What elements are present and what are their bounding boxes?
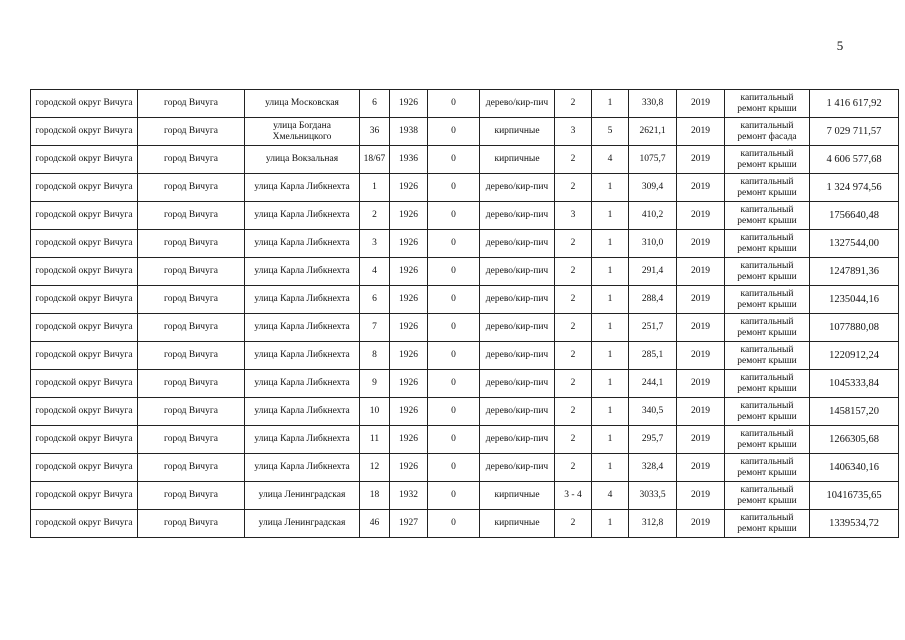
planned-year-cell: 2019 xyxy=(677,398,725,426)
house-number-cell: 7 xyxy=(360,314,390,342)
cost-cell: 1 324 974,56 xyxy=(810,174,899,202)
house-number-cell: 11 xyxy=(360,426,390,454)
cost-cell: 1 416 617,92 xyxy=(810,90,899,118)
municipality-cell: городской округ Вичуга xyxy=(31,314,138,342)
area-cell: 309,4 xyxy=(629,174,677,202)
work-type-cell: капитальный ремонт крыши xyxy=(725,314,810,342)
settlement-cell: город Вичуга xyxy=(138,426,245,454)
entrances-cell: 5 xyxy=(592,118,629,146)
entrances-cell: 1 xyxy=(592,202,629,230)
year-built-cell: 1926 xyxy=(390,370,428,398)
planned-year-cell: 2019 xyxy=(677,510,725,538)
year-built-cell: 1932 xyxy=(390,482,428,510)
area-cell: 328,4 xyxy=(629,454,677,482)
table-row xyxy=(31,286,899,314)
work-type-cell: капитальный ремонт крыши xyxy=(725,454,810,482)
entrances-cell: 4 xyxy=(592,146,629,174)
work-type-cell: капитальный ремонт крыши xyxy=(725,230,810,258)
table-row xyxy=(31,146,899,174)
cost-cell: 1247891,36 xyxy=(810,258,899,286)
year-built-cell: 1938 xyxy=(390,118,428,146)
house-number-cell: 6 xyxy=(360,286,390,314)
work-type-cell: капитальный ремонт крыши xyxy=(725,426,810,454)
cost-cell: 1077880,08 xyxy=(810,314,899,342)
street-cell: улица Ленинградская xyxy=(245,510,360,538)
street-cell: улица Карла Либкнехта xyxy=(245,202,360,230)
street-cell: улица Карла Либкнехта xyxy=(245,342,360,370)
floors-cell: 2 xyxy=(555,510,592,538)
year-built-cell: 1936 xyxy=(390,146,428,174)
street-cell: улица Богдана Хмельницкого xyxy=(245,118,360,146)
municipality-cell: городской округ Вичуга xyxy=(31,230,138,258)
table-row xyxy=(31,370,899,398)
wall-material-cell: дерево/кир-пич xyxy=(480,370,555,398)
house-number-cell: 9 xyxy=(360,370,390,398)
street-cell: улица Карла Либкнехта xyxy=(245,426,360,454)
settlement-cell: город Вичуга xyxy=(138,482,245,510)
planned-year-cell: 2019 xyxy=(677,286,725,314)
settlement-cell: город Вичуга xyxy=(138,370,245,398)
cost-cell: 1458157,20 xyxy=(810,398,899,426)
municipality-cell: городской округ Вичуга xyxy=(31,482,138,510)
wall-material-cell: кирпичные xyxy=(480,482,555,510)
work-type-cell: капитальный ремонт крыши xyxy=(725,174,810,202)
value-cell: 0 xyxy=(428,482,480,510)
wall-material-cell: дерево/кир-пич xyxy=(480,342,555,370)
settlement-cell: город Вичуга xyxy=(138,510,245,538)
entrances-cell: 1 xyxy=(592,342,629,370)
entrances-cell: 1 xyxy=(592,370,629,398)
area-cell: 3033,5 xyxy=(629,482,677,510)
house-number-cell: 6 xyxy=(360,90,390,118)
year-built-cell: 1926 xyxy=(390,230,428,258)
table-row xyxy=(31,482,899,510)
street-cell: улица Карла Либкнехта xyxy=(245,314,360,342)
planned-year-cell: 2019 xyxy=(677,174,725,202)
work-type-cell: капитальный ремонт крыши xyxy=(725,146,810,174)
entrances-cell: 1 xyxy=(592,398,629,426)
street-cell: улица Карла Либкнехта xyxy=(245,230,360,258)
value-cell: 0 xyxy=(428,146,480,174)
house-number-cell: 12 xyxy=(360,454,390,482)
table-row xyxy=(31,118,899,146)
area-cell: 340,5 xyxy=(629,398,677,426)
cost-cell: 7 029 711,57 xyxy=(810,118,899,146)
entrances-cell: 1 xyxy=(592,258,629,286)
table-row xyxy=(31,426,899,454)
buildings-table xyxy=(30,89,899,538)
house-number-cell: 8 xyxy=(360,342,390,370)
work-type-cell: капитальный ремонт крыши xyxy=(725,510,810,538)
table-row xyxy=(31,202,899,230)
entrances-cell: 1 xyxy=(592,426,629,454)
table-row xyxy=(31,342,899,370)
value-cell: 0 xyxy=(428,90,480,118)
year-built-cell: 1926 xyxy=(390,342,428,370)
wall-material-cell: кирпичные xyxy=(480,118,555,146)
table-row xyxy=(31,258,899,286)
value-cell: 0 xyxy=(428,510,480,538)
wall-material-cell: кирпичные xyxy=(480,510,555,538)
settlement-cell: город Вичуга xyxy=(138,286,245,314)
planned-year-cell: 2019 xyxy=(677,482,725,510)
table-row xyxy=(31,174,899,202)
value-cell: 0 xyxy=(428,454,480,482)
work-type-cell: капитальный ремонт крыши xyxy=(725,90,810,118)
value-cell: 0 xyxy=(428,174,480,202)
year-built-cell: 1926 xyxy=(390,174,428,202)
house-number-cell: 18/67 xyxy=(360,146,390,174)
table-row xyxy=(31,314,899,342)
settlement-cell: город Вичуга xyxy=(138,146,245,174)
street-cell: улица Карла Либкнехта xyxy=(245,454,360,482)
planned-year-cell: 2019 xyxy=(677,202,725,230)
house-number-cell: 1 xyxy=(360,174,390,202)
value-cell: 0 xyxy=(428,118,480,146)
floors-cell: 2 xyxy=(555,146,592,174)
wall-material-cell: дерево/кир-пич xyxy=(480,258,555,286)
entrances-cell: 1 xyxy=(592,174,629,202)
area-cell: 244,1 xyxy=(629,370,677,398)
wall-material-cell: кирпичные xyxy=(480,146,555,174)
year-built-cell: 1926 xyxy=(390,314,428,342)
house-number-cell: 36 xyxy=(360,118,390,146)
floors-cell: 2 xyxy=(555,174,592,202)
value-cell: 0 xyxy=(428,398,480,426)
settlement-cell: город Вичуга xyxy=(138,174,245,202)
street-cell: улица Карла Либкнехта xyxy=(245,286,360,314)
floors-cell: 2 xyxy=(555,398,592,426)
street-cell: улица Ленинградская xyxy=(245,482,360,510)
planned-year-cell: 2019 xyxy=(677,342,725,370)
year-built-cell: 1926 xyxy=(390,202,428,230)
floors-cell: 3 - 4 xyxy=(555,482,592,510)
settlement-cell: город Вичуга xyxy=(138,90,245,118)
value-cell: 0 xyxy=(428,426,480,454)
street-cell: улица Карла Либкнехта xyxy=(245,370,360,398)
wall-material-cell: дерево/кир-пич xyxy=(480,202,555,230)
municipality-cell: городской округ Вичуга xyxy=(31,118,138,146)
value-cell: 0 xyxy=(428,342,480,370)
settlement-cell: город Вичуга xyxy=(138,454,245,482)
area-cell: 2621,1 xyxy=(629,118,677,146)
street-cell: улица Вокзальная xyxy=(245,146,360,174)
house-number-cell: 4 xyxy=(360,258,390,286)
wall-material-cell: дерево/кир-пич xyxy=(480,286,555,314)
cost-cell: 1266305,68 xyxy=(810,426,899,454)
work-type-cell: капитальный ремонт крыши xyxy=(725,286,810,314)
house-number-cell: 10 xyxy=(360,398,390,426)
floors-cell: 3 xyxy=(555,118,592,146)
settlement-cell: город Вичуга xyxy=(138,230,245,258)
settlement-cell: город Вичуга xyxy=(138,398,245,426)
work-type-cell: капитальный ремонт фасада xyxy=(725,118,810,146)
planned-year-cell: 2019 xyxy=(677,90,725,118)
house-number-cell: 46 xyxy=(360,510,390,538)
settlement-cell: город Вичуга xyxy=(138,258,245,286)
municipality-cell: городской округ Вичуга xyxy=(31,146,138,174)
cost-cell: 1339534,72 xyxy=(810,510,899,538)
floors-cell: 2 xyxy=(555,342,592,370)
year-built-cell: 1927 xyxy=(390,510,428,538)
municipality-cell: городской округ Вичуга xyxy=(31,426,138,454)
municipality-cell: городской округ Вичуга xyxy=(31,398,138,426)
cost-cell: 1327544,00 xyxy=(810,230,899,258)
value-cell: 0 xyxy=(428,202,480,230)
work-type-cell: капитальный ремонт крыши xyxy=(725,370,810,398)
municipality-cell: городской округ Вичуга xyxy=(31,342,138,370)
wall-material-cell: дерево/кир-пич xyxy=(480,426,555,454)
year-built-cell: 1926 xyxy=(390,90,428,118)
year-built-cell: 1926 xyxy=(390,258,428,286)
floors-cell: 2 xyxy=(555,286,592,314)
year-built-cell: 1926 xyxy=(390,426,428,454)
floors-cell: 3 xyxy=(555,202,592,230)
area-cell: 251,7 xyxy=(629,314,677,342)
planned-year-cell: 2019 xyxy=(677,426,725,454)
area-cell: 285,1 xyxy=(629,342,677,370)
cost-cell: 10416735,65 xyxy=(810,482,899,510)
floors-cell: 2 xyxy=(555,258,592,286)
planned-year-cell: 2019 xyxy=(677,118,725,146)
entrances-cell: 1 xyxy=(592,230,629,258)
street-cell: улица Карла Либкнехта xyxy=(245,258,360,286)
municipality-cell: городской округ Вичуга xyxy=(31,510,138,538)
floors-cell: 2 xyxy=(555,90,592,118)
entrances-cell: 1 xyxy=(592,90,629,118)
entrances-cell: 1 xyxy=(592,314,629,342)
settlement-cell: город Вичуга xyxy=(138,202,245,230)
table-row xyxy=(31,90,899,118)
wall-material-cell: дерево/кир-пич xyxy=(480,174,555,202)
house-number-cell: 2 xyxy=(360,202,390,230)
work-type-cell: капитальный ремонт крыши xyxy=(725,202,810,230)
area-cell: 291,4 xyxy=(629,258,677,286)
settlement-cell: город Вичуга xyxy=(138,314,245,342)
work-type-cell: капитальный ремонт крыши xyxy=(725,482,810,510)
planned-year-cell: 2019 xyxy=(677,146,725,174)
municipality-cell: городской округ Вичуга xyxy=(31,90,138,118)
table-row xyxy=(31,510,899,538)
municipality-cell: городской округ Вичуга xyxy=(31,174,138,202)
cost-cell: 1406340,16 xyxy=(810,454,899,482)
table-row xyxy=(31,398,899,426)
wall-material-cell: дерево/кир-пич xyxy=(480,230,555,258)
cost-cell: 1235044,16 xyxy=(810,286,899,314)
planned-year-cell: 2019 xyxy=(677,230,725,258)
area-cell: 288,4 xyxy=(629,286,677,314)
municipality-cell: городской округ Вичуга xyxy=(31,286,138,314)
wall-material-cell: дерево/кир-пич xyxy=(480,314,555,342)
municipality-cell: городской округ Вичуга xyxy=(31,202,138,230)
year-built-cell: 1926 xyxy=(390,286,428,314)
page-number: 5 xyxy=(836,38,844,53)
floors-cell: 2 xyxy=(555,426,592,454)
house-number-cell: 18 xyxy=(360,482,390,510)
planned-year-cell: 2019 xyxy=(677,370,725,398)
cost-cell: 1045333,84 xyxy=(810,370,899,398)
settlement-cell: город Вичуга xyxy=(138,342,245,370)
cost-cell: 4 606 577,68 xyxy=(810,146,899,174)
entrances-cell: 1 xyxy=(592,286,629,314)
floors-cell: 2 xyxy=(555,314,592,342)
work-type-cell: капитальный ремонт крыши xyxy=(725,342,810,370)
table-row xyxy=(31,230,899,258)
municipality-cell: городской округ Вичуга xyxy=(31,454,138,482)
cost-cell: 1220912,24 xyxy=(810,342,899,370)
settlement-cell: город Вичуга xyxy=(138,118,245,146)
year-built-cell: 1926 xyxy=(390,454,428,482)
work-type-cell: капитальный ремонт крыши xyxy=(725,258,810,286)
street-cell: улица Московская xyxy=(245,90,360,118)
cost-cell: 1756640,48 xyxy=(810,202,899,230)
wall-material-cell: дерево/кир-пич xyxy=(480,398,555,426)
planned-year-cell: 2019 xyxy=(677,454,725,482)
entrances-cell: 4 xyxy=(592,482,629,510)
value-cell: 0 xyxy=(428,258,480,286)
wall-material-cell: дерево/кир-пич xyxy=(480,454,555,482)
value-cell: 0 xyxy=(428,230,480,258)
planned-year-cell: 2019 xyxy=(677,258,725,286)
municipality-cell: городской округ Вичуга xyxy=(31,258,138,286)
area-cell: 295,7 xyxy=(629,426,677,454)
year-built-cell: 1926 xyxy=(390,398,428,426)
area-cell: 1075,7 xyxy=(629,146,677,174)
street-cell: улица Карла Либкнехта xyxy=(245,398,360,426)
table-row xyxy=(31,454,899,482)
work-type-cell: капитальный ремонт крыши xyxy=(725,398,810,426)
house-number-cell: 3 xyxy=(360,230,390,258)
planned-year-cell: 2019 xyxy=(677,314,725,342)
wall-material-cell: дерево/кир-пич xyxy=(480,90,555,118)
value-cell: 0 xyxy=(428,370,480,398)
floors-cell: 2 xyxy=(555,230,592,258)
street-cell: улица Карла Либкнехта xyxy=(245,174,360,202)
area-cell: 410,2 xyxy=(629,202,677,230)
floors-cell: 2 xyxy=(555,454,592,482)
entrances-cell: 1 xyxy=(592,454,629,482)
area-cell: 312,8 xyxy=(629,510,677,538)
municipality-cell: городской округ Вичуга xyxy=(31,370,138,398)
floors-cell: 2 xyxy=(555,370,592,398)
entrances-cell: 1 xyxy=(592,510,629,538)
area-cell: 310,0 xyxy=(629,230,677,258)
area-cell: 330,8 xyxy=(629,90,677,118)
value-cell: 0 xyxy=(428,286,480,314)
value-cell: 0 xyxy=(428,314,480,342)
